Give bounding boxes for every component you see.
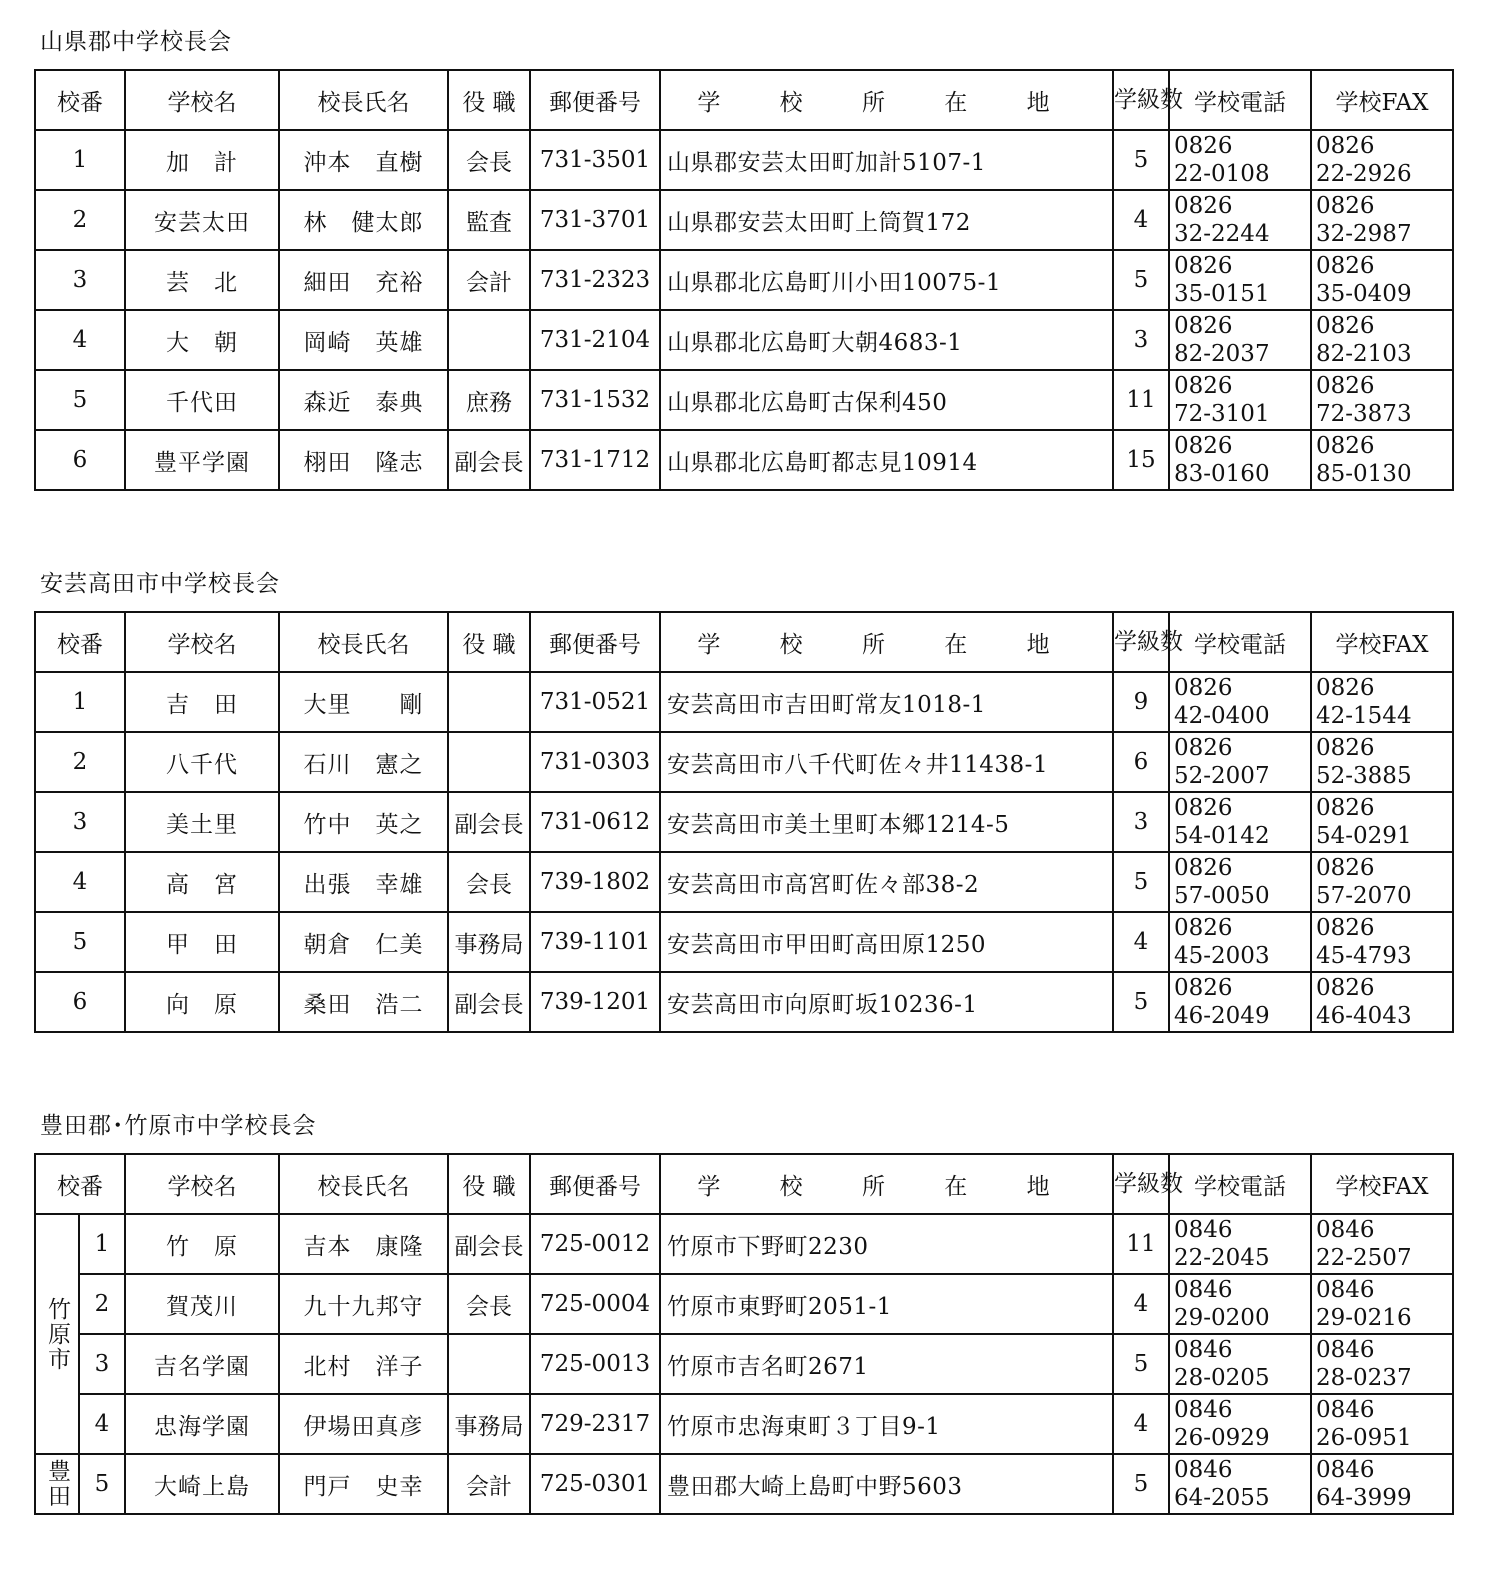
header-phone: 学校電話 [1169,1154,1311,1214]
class-count: 5 [1113,130,1169,190]
school-number: 1 [35,130,125,190]
header-address: 学 校 所 在 地 [660,1154,1113,1214]
header-row [35,1154,1453,1214]
table-row [35,792,1453,852]
table-body [35,612,1453,1032]
table-body [35,1154,1453,1514]
table-row [35,672,1453,732]
postal-code: 731-3701 [530,190,660,250]
school-phone [1169,852,1311,912]
school-phone-number: 28-0205 [1174,1365,1270,1391]
roster-table-toyota-takehara [34,1153,1454,1515]
school-fax-area-code: 0826 [1316,193,1375,219]
header-school: 学校名 [125,1154,279,1214]
principal-name: 出張 幸雄 [279,852,448,912]
class-count: 11 [1113,370,1169,430]
principal-name: 竹中 英之 [279,792,448,852]
school-phone-area-code: 0826 [1174,915,1233,941]
school-address: 山県郡北広島町都志見10914 [660,430,1113,490]
school-fax-number: 35-0409 [1316,281,1412,307]
school-fax-area-code: 0826 [1316,433,1375,459]
role: 会長 [448,130,530,190]
class-count: 4 [1113,912,1169,972]
role: 事務局 [448,912,530,972]
table-row [35,1454,1453,1514]
school-phone-number: 32-2244 [1174,221,1270,247]
school-number: 2 [35,190,125,250]
role: 副会長 [448,1214,530,1274]
principal-name: 岡崎 英雄 [279,310,448,370]
principal-name: 門戸 史幸 [279,1454,448,1514]
school-fax-area-code: 0846 [1316,1397,1375,1423]
school-fax-area-code: 0826 [1316,915,1375,941]
postal-code: 731-2323 [530,250,660,310]
table-row [35,1394,1453,1454]
school-name: 豊平学園 [125,430,279,490]
role: 副会長 [448,430,530,490]
school-number: 4 [35,310,125,370]
school-phone-number: 52-2007 [1174,763,1270,789]
postal-code: 729-2317 [530,1394,660,1454]
header-row [35,612,1453,672]
header-postal: 郵便番号 [530,1154,660,1214]
table-row [35,190,1453,250]
postal-code: 731-0303 [530,732,660,792]
class-count: 5 [1113,250,1169,310]
school-phone-area-code: 0826 [1174,193,1233,219]
school-fax-number: 46-4043 [1316,1003,1412,1029]
school-fax-area-code: 0826 [1316,133,1375,159]
principal-name: 九十九邦守 [279,1274,448,1334]
header-school: 学校名 [125,612,279,672]
principal-name: 伊場田真彦 [279,1394,448,1454]
school-address: 山県郡北広島町川小田10075-1 [660,250,1113,310]
school-name: 千代田 [125,370,279,430]
school-fax [1311,732,1453,792]
school-number: 3 [35,250,125,310]
school-phone-number: 22-2045 [1174,1245,1270,1271]
postal-code: 731-0521 [530,672,660,732]
school-number: 2 [79,1274,125,1334]
school-name: 大崎上島 [125,1454,279,1514]
school-number: 4 [79,1394,125,1454]
postal-code: 739-1201 [530,972,660,1032]
role: 会長 [448,852,530,912]
principal-name: 林 健太郎 [279,190,448,250]
table-row [35,972,1453,1032]
school-fax-area-code: 0826 [1316,675,1375,701]
postal-code: 731-1532 [530,370,660,430]
school-phone-number: 72-3101 [1174,401,1270,427]
school-fax-number: 32-2987 [1316,221,1412,247]
school-number: 1 [79,1214,125,1274]
school-address: 竹原市忠海東町３丁目9-1 [660,1394,1113,1454]
area-group-takehara-text: 竹原市 [44,1296,70,1372]
school-name: 高 宮 [125,852,279,912]
school-fax-number: 26-0951 [1316,1425,1412,1451]
school-phone-area-code: 0846 [1174,1277,1233,1303]
principal-name: 桑田 浩二 [279,972,448,1032]
school-fax [1311,972,1453,1032]
school-fax-area-code: 0826 [1316,313,1375,339]
school-address: 安芸高田市高宮町佐々部38-2 [660,852,1113,912]
school-phone-area-code: 0826 [1174,433,1233,459]
header-postal: 郵便番号 [530,612,660,672]
school-name: 向 原 [125,972,279,1032]
role: 副会長 [448,972,530,1032]
school-fax-number: 57-2070 [1316,883,1412,909]
school-address: 山県郡安芸太田町加計5107-1 [660,130,1113,190]
school-fax-number: 52-3885 [1316,763,1412,789]
school-fax-area-code: 0826 [1316,735,1375,761]
school-address: 豊田郡大崎上島町中野5603 [660,1454,1113,1514]
section-title-yamagata: 山県郡中学校長会 [40,29,232,55]
school-phone [1169,1274,1311,1334]
area-group-toyota [35,1454,79,1514]
header-phone: 学校電話 [1169,70,1311,130]
school-phone-area-code: 0826 [1174,975,1233,1001]
school-name: 忠海学園 [125,1394,279,1454]
school-phone [1169,250,1311,310]
school-address: 安芸高田市八千代町佐々井11438-1 [660,732,1113,792]
school-fax [1311,672,1453,732]
principal-name: 吉本 康隆 [279,1214,448,1274]
header-address: 学 校 所 在 地 [660,70,1113,130]
table-row [35,1274,1453,1334]
class-count: 3 [1113,792,1169,852]
school-fax-number: 82-2103 [1316,341,1412,367]
school-fax-area-code: 0826 [1316,795,1375,821]
table-row [35,912,1453,972]
school-phone-number: 22-0108 [1174,161,1270,187]
school-name: 八千代 [125,732,279,792]
table-row [35,852,1453,912]
principal-name: 北村 洋子 [279,1334,448,1394]
table-row [35,310,1453,370]
class-count: 6 [1113,732,1169,792]
school-address: 山県郡北広島町大朝4683-1 [660,310,1113,370]
school-phone-number: 42-0400 [1174,703,1270,729]
school-phone [1169,912,1311,972]
school-fax [1311,792,1453,852]
class-count: 5 [1113,852,1169,912]
school-address: 山県郡安芸太田町上筒賀172 [660,190,1113,250]
role: 会計 [448,1454,530,1514]
school-number: 5 [79,1454,125,1514]
roster-table-akitakata [34,611,1454,1033]
roster-table-yamagata [34,69,1454,491]
school-phone [1169,190,1311,250]
school-phone-number: 57-0050 [1174,883,1270,909]
school-phone-number: 83-0160 [1174,461,1270,487]
school-fax-number: 22-2507 [1316,1245,1412,1271]
school-fax [1311,1454,1453,1514]
school-fax [1311,1334,1453,1394]
school-name: 吉 田 [125,672,279,732]
school-phone-area-code: 0826 [1174,253,1233,279]
principal-name: 大里 剛 [279,672,448,732]
postal-code: 739-1802 [530,852,660,912]
school-phone-number: 35-0151 [1174,281,1270,307]
table-row [35,732,1453,792]
school-phone-area-code: 0826 [1174,373,1233,399]
school-phone-area-code: 0826 [1174,795,1233,821]
class-count: 4 [1113,190,1169,250]
table-body [35,70,1453,490]
school-fax-area-code: 0826 [1316,855,1375,881]
principal-name: 栩田 隆志 [279,430,448,490]
postal-code: 731-1712 [530,430,660,490]
school-phone-number: 45-2003 [1174,943,1270,969]
header-principal: 校長氏名 [279,612,448,672]
school-phone-number: 29-0200 [1174,1305,1270,1331]
header-role: 役 職 [448,70,530,130]
area-group-takehara [35,1214,79,1454]
school-fax-area-code: 0826 [1316,373,1375,399]
school-phone-area-code: 0846 [1174,1337,1233,1363]
section-title-toyota-takehara: 豊田郡･竹原市中学校長会 [40,1113,317,1139]
header-row [35,70,1453,130]
header-role: 役 職 [448,1154,530,1214]
school-name: 美土里 [125,792,279,852]
school-number: 1 [35,672,125,732]
principal-name: 森近 泰典 [279,370,448,430]
school-phone-area-code: 0826 [1174,675,1233,701]
school-address: 山県郡北広島町古保利450 [660,370,1113,430]
school-fax-number: 54-0291 [1316,823,1412,849]
school-address: 安芸高田市美土里町本郷1214-5 [660,792,1113,852]
school-fax [1311,430,1453,490]
school-phone [1169,1454,1311,1514]
school-phone-number: 26-0929 [1174,1425,1270,1451]
postal-code: 731-2104 [530,310,660,370]
role: 庶務 [448,370,530,430]
school-fax [1311,1394,1453,1454]
school-name: 芸 北 [125,250,279,310]
role: 監査 [448,190,530,250]
school-fax-area-code: 0846 [1316,1217,1375,1243]
principal-name: 石川 憲之 [279,732,448,792]
header-role: 役 職 [448,612,530,672]
table-row [35,130,1453,190]
school-name: 竹 原 [125,1214,279,1274]
header-classes: 学級数 [1113,612,1169,672]
school-phone [1169,672,1311,732]
school-fax-number: 64-3999 [1316,1485,1412,1511]
class-count: 15 [1113,430,1169,490]
principal-name: 朝倉 仁美 [279,912,448,972]
school-phone-area-code: 0826 [1174,133,1233,159]
header-fax: 学校FAX [1311,1154,1453,1214]
school-number: 6 [35,430,125,490]
principal-name: 細田 充裕 [279,250,448,310]
school-fax-number: 28-0237 [1316,1365,1412,1391]
header-no: 校番 [35,1154,125,1214]
postal-code: 725-0013 [530,1334,660,1394]
postal-code: 725-0301 [530,1454,660,1514]
role: 会計 [448,250,530,310]
principal-name: 沖本 直樹 [279,130,448,190]
school-phone-number: 46-2049 [1174,1003,1270,1029]
role: 会長 [448,1274,530,1334]
header-principal: 校長氏名 [279,1154,448,1214]
school-phone [1169,732,1311,792]
school-phone [1169,310,1311,370]
school-phone-area-code: 0826 [1174,855,1233,881]
school-fax-area-code: 0826 [1316,253,1375,279]
school-phone-area-code: 0826 [1174,735,1233,761]
school-phone-area-code: 0846 [1174,1217,1233,1243]
school-fax-number: 42-1544 [1316,703,1412,729]
school-fax [1311,852,1453,912]
table-row [35,1214,1453,1274]
school-name: 加 計 [125,130,279,190]
school-address: 安芸高田市向原町坂10236-1 [660,972,1113,1032]
header-no: 校番 [35,70,125,130]
school-fax-area-code: 0826 [1316,975,1375,1001]
school-phone [1169,130,1311,190]
school-phone [1169,792,1311,852]
table-row [35,430,1453,490]
school-fax-number: 22-2926 [1316,161,1412,187]
header-classes: 学級数 [1113,70,1169,130]
postal-code: 731-0612 [530,792,660,852]
postal-code: 731-3501 [530,130,660,190]
school-number: 5 [35,912,125,972]
school-phone-number: 64-2055 [1174,1485,1270,1511]
header-fax: 学校FAX [1311,612,1453,672]
school-fax [1311,190,1453,250]
table-row [35,1334,1453,1394]
school-fax-number: 45-4793 [1316,943,1412,969]
header-phone: 学校電話 [1169,612,1311,672]
table-row [35,370,1453,430]
school-name: 吉名学園 [125,1334,279,1394]
section-title-akitakata: 安芸高田市中学校長会 [40,571,280,597]
class-count: 5 [1113,1334,1169,1394]
school-fax-area-code: 0846 [1316,1457,1375,1483]
school-fax-number: 85-0130 [1316,461,1412,487]
school-address: 竹原市下野町2230 [660,1214,1113,1274]
postal-code: 725-0004 [530,1274,660,1334]
role: 事務局 [448,1394,530,1454]
class-count: 3 [1113,310,1169,370]
school-phone-number: 54-0142 [1174,823,1270,849]
school-fax-number: 72-3873 [1316,401,1412,427]
school-phone [1169,430,1311,490]
table-row [35,250,1453,310]
header-no: 校番 [35,612,125,672]
school-address: 安芸高田市甲田町高田原1250 [660,912,1113,972]
class-count: 9 [1113,672,1169,732]
school-fax-area-code: 0846 [1316,1277,1375,1303]
header-fax: 学校FAX [1311,70,1453,130]
class-count: 4 [1113,1274,1169,1334]
header-address: 学 校 所 在 地 [660,612,1113,672]
header-principal: 校長氏名 [279,70,448,130]
header-school: 学校名 [125,70,279,130]
school-address: 安芸高田市吉田町常友1018-1 [660,672,1113,732]
school-name: 賀茂川 [125,1274,279,1334]
role: 副会長 [448,792,530,852]
role [448,672,530,732]
postal-code: 725-0012 [530,1214,660,1274]
school-fax [1311,130,1453,190]
school-name: 甲 田 [125,912,279,972]
school-phone [1169,1214,1311,1274]
class-count: 5 [1113,1454,1169,1514]
school-fax [1311,912,1453,972]
school-phone [1169,1394,1311,1454]
class-count: 5 [1113,972,1169,1032]
school-number: 5 [35,370,125,430]
role [448,732,530,792]
school-phone [1169,972,1311,1032]
header-classes: 学級数 [1113,1154,1169,1214]
school-number: 3 [79,1334,125,1394]
area-group-toyota-text: 豊田 [44,1459,70,1509]
school-number: 4 [35,852,125,912]
school-number: 3 [35,792,125,852]
header-postal: 郵便番号 [530,70,660,130]
school-name: 安芸太田 [125,190,279,250]
school-fax [1311,1214,1453,1274]
school-number: 6 [35,972,125,1032]
class-count: 11 [1113,1214,1169,1274]
school-phone [1169,370,1311,430]
school-fax [1311,1274,1453,1334]
school-phone-area-code: 0846 [1174,1457,1233,1483]
school-number: 2 [35,732,125,792]
school-phone-area-code: 0846 [1174,1397,1233,1423]
class-count: 4 [1113,1394,1169,1454]
school-name: 大 朝 [125,310,279,370]
school-phone-area-code: 0826 [1174,313,1233,339]
school-phone-number: 82-2037 [1174,341,1270,367]
school-phone [1169,1334,1311,1394]
role [448,310,530,370]
postal-code: 739-1101 [530,912,660,972]
school-fax [1311,370,1453,430]
school-address: 竹原市東野町2051-1 [660,1274,1113,1334]
school-fax-number: 29-0216 [1316,1305,1412,1331]
school-address: 竹原市吉名町2671 [660,1334,1113,1394]
school-fax [1311,250,1453,310]
role [448,1334,530,1394]
school-fax [1311,310,1453,370]
school-fax-area-code: 0846 [1316,1337,1375,1363]
